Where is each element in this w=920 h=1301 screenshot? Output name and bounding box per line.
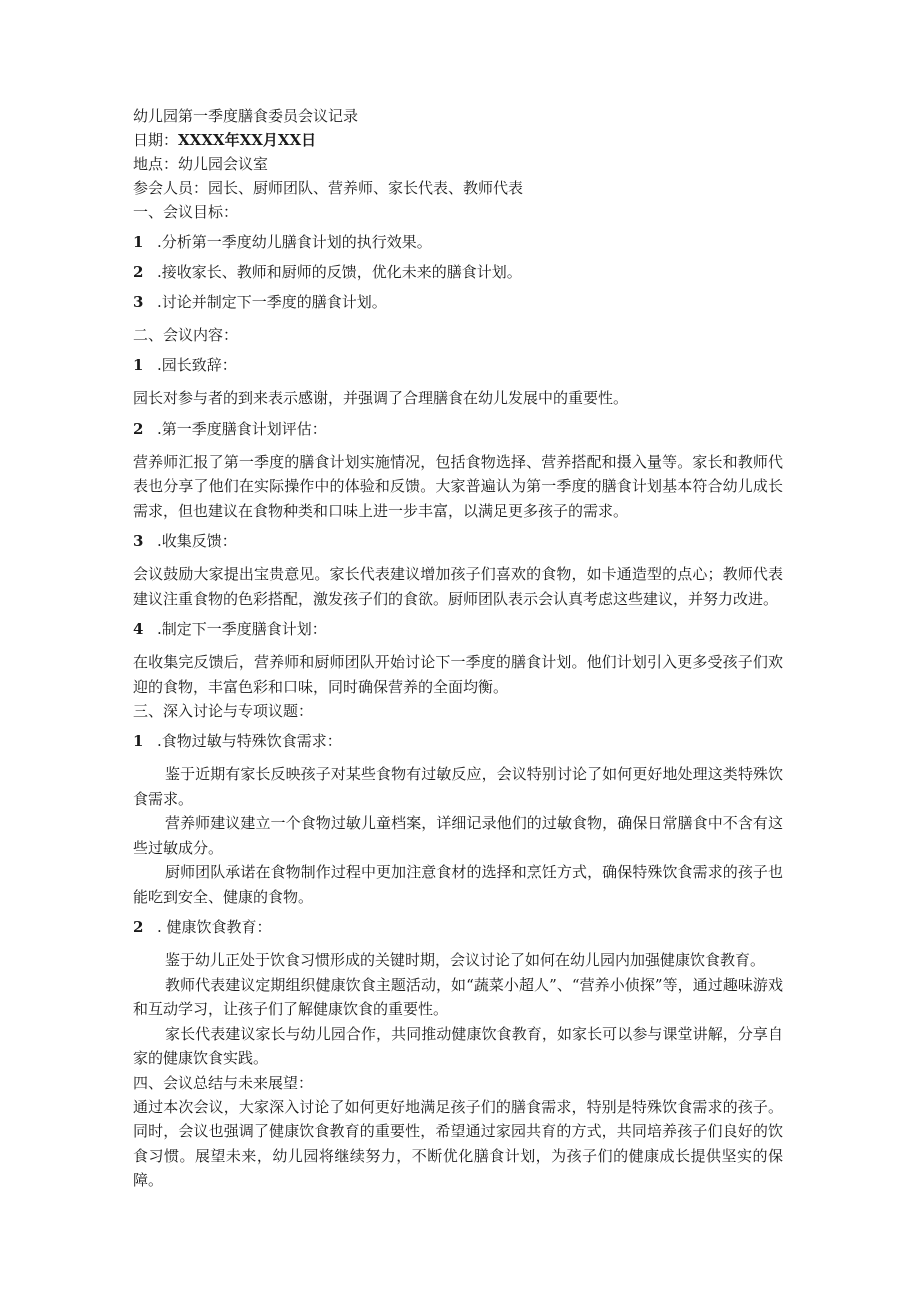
topic-paragraph: 鉴于幼儿正处于饮食习惯形成的关键时期，会议讨论了如何在幼儿园内加强健康饮食教育。 [165,951,766,969]
goal-text: .接收家长、教师和厨师的反馈，优化未来的膳食计划。 [157,263,522,281]
content-item-title [133,353,783,377]
goal-item [133,290,783,314]
document-body [133,104,783,1193]
meeting-attendees: 参会人员：园长、厨师团队、营养师、家长代表、教师代表 [133,179,524,197]
section-4-heading: 四、会议总结与未来展望： [133,1073,314,1092]
content-title-text: .制定下一季度膳食计划： [157,620,327,638]
topic-title [133,915,783,939]
goal-item [133,260,783,284]
date-label: 日期： [133,131,179,149]
content-number: 1 [133,356,144,374]
topic-number: 1 [133,732,144,750]
goal-number: 2 [133,263,144,281]
content-number: 3 [133,532,144,550]
content-title-text: .第一季度膳食计划评估： [157,419,327,438]
date-value: XXXX年XX月XX日 [178,131,317,149]
topic-paragraph: 鉴于近期有家长反映孩子对某些食物有过敏反应，会议特别讨论了如何更好地处理这类特殊饮食需求。 [133,765,783,808]
goal-text: .分析第一季度幼儿膳食计划的执行效果。 [157,233,432,251]
content-number: 2 [133,419,144,438]
content-item-title [133,617,783,641]
document-title: 幼儿园第一季度膳食委员会议记录 [133,107,359,125]
goal-item [133,230,783,254]
topic-title-text: .食物过敏与特殊饮食需求： [157,732,342,750]
content-title-text: .园长致辞： [157,356,237,374]
topic-title [133,729,783,753]
goal-number: 3 [133,293,144,311]
topic-paragraph: 家长代表建议家长与幼儿园合作，共同推动健康饮食教育，如家长可以参与课堂讲解，分享自家的健康饮食实践。 [133,1024,783,1067]
meeting-date [133,128,783,152]
content-item-body: 园长对参与者的到来表示感谢，并强调了合理膳食在幼儿发展中的重要性。 [133,389,629,407]
goal-number: 1 [133,233,144,251]
topic-paragraph: 厨师团队承诺在食物制作过程中更加注意食材的选择和烹饪方式，确保特殊饮食需求的孩子也能吃到安全、健康的食物。 [133,863,783,906]
content-item-body: 营养师汇报了第一季度的膳食计划实施情况，包括食物选择、营养搭配和摄入量等。家长和教师代表也分享了他们在实际操作中的体验和反馈。大家普遍认为第一季度的膳食计划基本符合幼儿成长需求，但也建议在食物种类和口味上进一步丰富，以满足更多孩子的需求。 [133,452,783,520]
goal-text: .讨论并制定下一季度的膳食计划。 [157,293,387,311]
content-item-title [133,417,783,441]
section-3-heading: 三、深入讨论与专项议题： [133,702,314,720]
summary-paragraph: 通过本次会议，大家深入讨论了如何更好地满足孩子们的膳食需求，特别是特殊饮食需求的孩子。同时，会议也强调了健康饮食教育的重要性，希望通过家园共育的方式，共同培养孩子们良好的饮食习惯。展望未来，幼儿园将继续努力，不断优化膳食计划，为孩子们的健康成长提供坚实的保障。 [133,1097,783,1189]
section-1-heading: 一、会议目标： [133,203,239,221]
content-number: 4 [133,620,144,638]
meeting-location: 地点：幼儿园会议室 [133,155,269,173]
section-2-heading: 二、会议内容： [133,326,239,344]
topic-number: 2 [133,918,144,936]
content-item-body: 会议鼓励大家提出宝贵意见。家长代表建议增加孩子们喜欢的食物，如卡通造型的点心；教师代表建议注重食物的色彩搭配，激发孩子们的食欲。厨师团队表示会认真考虑这些建议，并努力改进。 [133,565,783,608]
content-item-body: 在收集完反馈后，营养师和厨师团队开始讨论下一季度的膳食计划。他们计划引入更多受孩子们欢迎的食物，丰富色彩和口味，同时确保营养的全面均衡。 [133,653,783,696]
content-item-title [133,529,783,553]
content-title-text: .收集反馈： [157,532,237,550]
topic-paragraph: 营养师建议建立一个食物过敏儿童档案，详细记录他们的过敏食物，确保日常膳食中不含有这些过敏成分。 [133,814,783,857]
topic-paragraph: 教师代表建议定期组织健康饮食主题活动，如“蔬菜小超人”、“营养小侦探”等，通过趣味游戏和互动学习，让孩子们了解健康饮食的重要性。 [133,975,783,1018]
topic-title-text: . 健康饮食教育： [157,918,272,936]
